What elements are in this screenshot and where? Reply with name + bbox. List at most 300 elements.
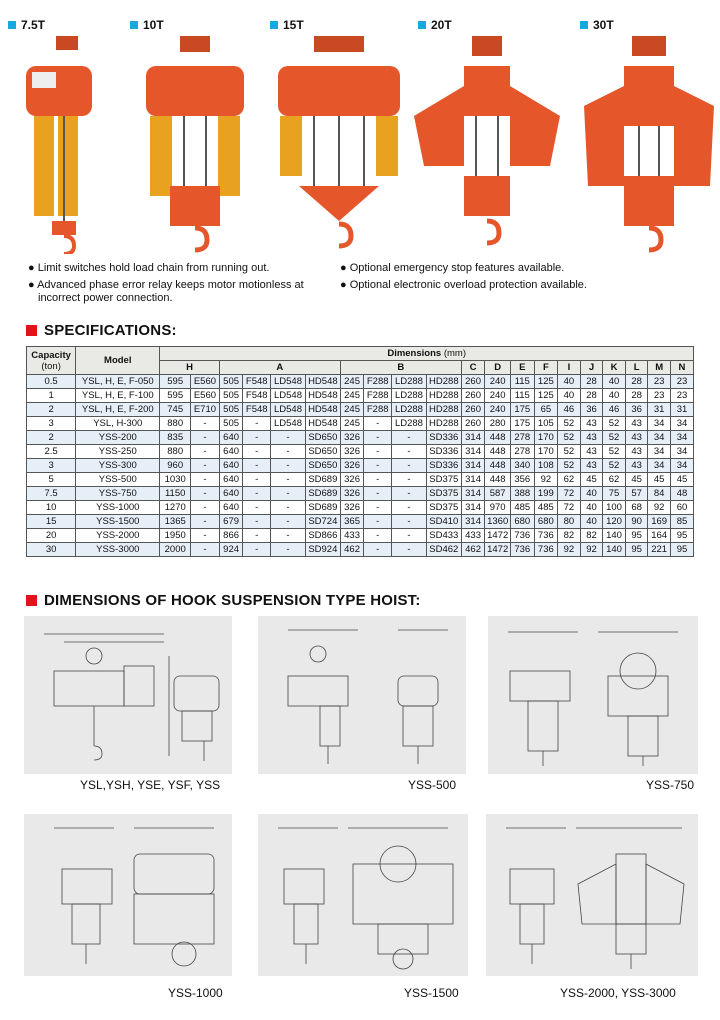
hoist-20t-image [414,36,560,254]
dimension-cell: 95 [625,529,648,543]
specifications-heading: SPECIFICATIONS: [26,322,177,339]
dimension-cell: - [271,501,306,515]
dimension-cell: 924 [219,543,243,557]
dimension-cell: 43 [625,431,648,445]
col-header-e: E [510,361,534,375]
dimension-cell: 326 [340,487,364,501]
dimension-cell: 92 [534,473,558,487]
model-cell: YSL, H, E, F-200 [76,403,160,417]
col-header-k: K [603,361,626,375]
dimension-cell: E560 [191,375,220,389]
dimension-cell: 40 [603,375,626,389]
feature-item: ● Optional emergency stop features available. [340,262,565,274]
dimension-cell: 245 [340,403,364,417]
dimension-cell: - [243,459,271,473]
dimension-cell: 245 [340,389,364,403]
red-square-icon [26,325,37,336]
dimension-cell: 595 [160,375,191,389]
dimension-cell: 52 [603,459,626,473]
dimension-cell: 52 [558,459,581,473]
table-row [27,431,694,445]
dimension-cell: 278 [510,431,534,445]
dimension-cell: 245 [340,375,364,389]
feature-list-left [26,262,326,309]
dimension-cell: 164 [648,529,671,543]
dimension-cell: 260 [461,403,485,417]
capacity-cell: 2.5 [27,445,76,459]
diagram-panel-yss-500 [258,616,466,774]
model-cell: YSS-250 [76,445,160,459]
dimension-cell: 462 [340,543,364,557]
blue-square-icon [130,21,138,29]
dimension-cell: 57 [625,487,648,501]
dimension-cell: 278 [510,445,534,459]
model-cell: YSS-500 [76,473,160,487]
dimension-cell: 52 [603,445,626,459]
dimension-cell: 52 [603,431,626,445]
dimension-cell: 52 [603,417,626,431]
diagram-label: YSS-500 [408,778,457,792]
dimension-cell: SD866 [305,529,340,543]
dimension-cell: - [364,501,392,515]
dimension-cell: 90 [625,515,648,529]
dimension-cell: 314 [461,459,485,473]
dimension-cell: 240 [485,375,511,389]
dimension-cell: 640 [219,487,243,501]
table-row [27,487,694,501]
dimension-cell: 640 [219,445,243,459]
table-row [27,403,694,417]
model-header: Model [76,347,160,375]
dimension-cell: 43 [580,417,603,431]
dimension-cell: E560 [191,389,220,403]
dimension-cell: SD336 [426,445,461,459]
diagram-label: YSS-2000, YSS-3000 [560,986,676,1000]
model-cell: YSL, H, E, F-050 [76,375,160,389]
dimension-cell: LD288 [392,375,427,389]
col-header-d: D [485,361,511,375]
dimension-cell: 680 [510,515,534,529]
dimension-cell: 43 [580,445,603,459]
table-row [27,529,694,543]
dimension-cell: 260 [461,417,485,431]
blue-square-icon [270,21,278,29]
capacity-cell: 7.5 [27,487,76,501]
dimension-cell: 34 [670,417,693,431]
dimension-cell: 260 [461,375,485,389]
dimension-cell: F548 [243,389,271,403]
dimension-cell: 115 [510,389,534,403]
hook-suspension-diagram [24,616,232,774]
dimension-cell: 365 [340,515,364,529]
dimension-cell: 62 [558,473,581,487]
dimension-cell: SD433 [426,529,461,543]
dimension-cell: F288 [364,375,392,389]
dimensions-heading: DIMENSIONS OF HOOK SUSPENSION TYPE HOIST: [26,592,421,609]
dimension-cell: 34 [648,417,671,431]
table-row [27,445,694,459]
capacity-cell: 10 [27,501,76,515]
hook-suspension-diagram [486,814,698,976]
dimension-cell: 23 [648,389,671,403]
capacity-cell: 3 [27,459,76,473]
dimension-cell: 28 [580,389,603,403]
dimension-cell: 640 [219,459,243,473]
dimension-cell: 314 [461,501,485,515]
dimension-cell: 595 [160,389,191,403]
dimension-cell: 92 [580,543,603,557]
dimension-cell: - [191,459,220,473]
dimension-cell: 48 [670,487,693,501]
dimension-cell: HD288 [426,375,461,389]
capacity-cell: 15 [27,515,76,529]
col-header-f: F [534,361,558,375]
dimension-cell: 45 [580,473,603,487]
dimension-cell: LD548 [271,403,306,417]
dimension-cell: 95 [670,529,693,543]
dimension-cell: 52 [558,417,581,431]
dimension-cell: 1472 [485,529,511,543]
dimension-cell: 100 [603,501,626,515]
caption-10t: 10T [130,18,164,32]
table-row [27,515,694,529]
dimension-cell: 640 [219,501,243,515]
dimension-cell: 1365 [160,515,191,529]
specifications-table [26,346,694,557]
dimension-cell: - [271,473,306,487]
dimension-cell: 43 [580,431,603,445]
hoist-15t-image [274,36,404,254]
table-row [27,543,694,557]
dimension-cell: 31 [670,403,693,417]
diagram-label: YSL,YSH, YSE, YSF, YSS [80,778,221,792]
dimension-cell: 326 [340,459,364,473]
dimension-cell: - [243,473,271,487]
dimension-cell: - [243,543,271,557]
dimension-cell: 95 [670,543,693,557]
dimension-cell: 356 [510,473,534,487]
dimension-cell: 240 [485,389,511,403]
model-cell: YSS-750 [76,487,160,501]
dimension-cell: 92 [648,501,671,515]
dimension-cell: 82 [580,529,603,543]
dimension-cell: 960 [160,459,191,473]
dimension-cell: - [392,543,427,557]
dimension-cell: 125 [534,389,558,403]
dimension-cell: 448 [485,445,511,459]
dimension-cell: 485 [534,501,558,515]
dimension-cell: - [364,473,392,487]
dimension-cell: - [191,473,220,487]
dimension-cell: 28 [580,375,603,389]
dimension-cell: SD724 [305,515,340,529]
dimension-cell: 240 [485,403,511,417]
dimension-cell: 199 [534,487,558,501]
dimension-cell: SD650 [305,445,340,459]
dimension-cell: 448 [485,459,511,473]
dimension-cell: 23 [648,375,671,389]
hook-suspension-diagram [24,814,232,976]
dimension-cell: 736 [510,543,534,557]
dimension-cell: - [191,529,220,543]
dimension-cell: SD462 [426,543,461,557]
table-row [27,417,694,431]
hook-suspension-diagram [258,814,468,976]
dimension-cell: HD548 [305,417,340,431]
capacity-cell: 2 [27,403,76,417]
dimension-cell: 40 [603,389,626,403]
dimension-cell: 34 [670,431,693,445]
dimension-cell: 314 [461,515,485,529]
dimension-cell: 175 [510,403,534,417]
dimension-cell: 175 [510,417,534,431]
col-header-m: M [648,361,671,375]
col-header-c: C [461,361,485,375]
dimension-cell: - [392,431,427,445]
dimension-cell: LD548 [271,375,306,389]
dimension-cell: - [392,459,427,473]
dimension-cell: 43 [580,459,603,473]
dimension-cell: - [191,515,220,529]
dimension-cell: LD288 [392,417,427,431]
dimension-cell: 245 [340,417,364,431]
dimension-cell: 485 [510,501,534,515]
dimension-cell: HD548 [305,403,340,417]
dimension-cell: - [191,543,220,557]
dimension-cell: 433 [461,529,485,543]
dimension-cell: F548 [243,403,271,417]
capacity-cell: 20 [27,529,76,543]
feature-item: ● Advanced phase error relay keeps motor motionless at incorrect power connection. [28,279,304,304]
dimension-cell: - [191,445,220,459]
dimension-cell: 46 [603,403,626,417]
dimension-cell: 1030 [160,473,191,487]
dimension-cell: 120 [603,515,626,529]
model-cell: YSS-200 [76,431,160,445]
dimension-cell: 140 [603,543,626,557]
dimension-cell: SD375 [426,473,461,487]
dimension-cell: 221 [648,543,671,557]
dimension-cell: 43 [625,445,648,459]
col-header-i: I [558,361,581,375]
dimension-cell: 45 [625,473,648,487]
dimension-cell: SD336 [426,431,461,445]
dimension-cell: SD689 [305,487,340,501]
capacity-captions [0,18,720,30]
dimension-cell: 45 [670,473,693,487]
dimension-cell: 1150 [160,487,191,501]
dimension-cell: 28 [625,389,648,403]
col-header-b: B [340,361,461,375]
dimension-cell: - [243,529,271,543]
table-row [27,459,694,473]
dimension-cell: 388 [510,487,534,501]
dimension-cell: 326 [340,431,364,445]
capacity-cell: 5 [27,473,76,487]
dimension-cell: SD375 [426,487,461,501]
dimension-cell: 640 [219,431,243,445]
dimension-cell: SD410 [426,515,461,529]
red-square-icon [26,595,37,606]
hook-suspension-diagram [258,616,466,774]
dimension-cell: HD288 [426,389,461,403]
dimension-cell: - [191,501,220,515]
model-cell: YSS-300 [76,459,160,473]
caption-15t: 15T [270,18,304,32]
dimension-cell: 80 [558,515,581,529]
dimension-cell: 52 [558,431,581,445]
feature-item: ● Optional electronic overload protection available. [340,279,587,291]
dimension-cell: - [271,487,306,501]
dimension-cell: 736 [510,529,534,543]
diagram-panel-yss-750 [488,616,698,774]
dimension-cell: LD548 [271,389,306,403]
dimension-cell: 34 [670,445,693,459]
dimension-cell: - [271,431,306,445]
dimension-cell: 34 [670,459,693,473]
dimension-cell: - [392,515,427,529]
dimension-cell: 82 [558,529,581,543]
capacity-cell: 1 [27,389,76,403]
capacity-cell: 0.5 [27,375,76,389]
dimension-cell: 1950 [160,529,191,543]
dimension-cell: 880 [160,417,191,431]
diagram-label: YSS-750 [646,778,695,792]
dimension-cell: - [392,487,427,501]
dimension-cell: 1270 [160,501,191,515]
dimension-cell: - [243,515,271,529]
dimension-cell: 125 [534,375,558,389]
dimension-cell: - [364,431,392,445]
dimension-cell: 45 [648,473,671,487]
dimension-cell: 326 [340,473,364,487]
dimension-cell: - [243,445,271,459]
dimension-cell: - [271,529,306,543]
diagram-panel-yss-1000 [24,814,232,976]
dimension-cell: SD924 [305,543,340,557]
dimension-cell: - [364,487,392,501]
dimension-cell: 43 [625,417,648,431]
dimension-cell: - [364,543,392,557]
dimension-cell: 835 [160,431,191,445]
caption-7-5t: 7.5T [8,18,45,32]
dimension-cell: F288 [364,403,392,417]
dimension-cell: 85 [670,515,693,529]
dimension-cell: - [243,501,271,515]
dimension-cell: 68 [625,501,648,515]
diagram-label: YSS-1500 [404,986,459,1000]
dimension-cell: 43 [625,459,648,473]
dimension-cell: 34 [648,431,671,445]
dimension-cell: 28 [625,375,648,389]
hoist-7-5t-image [14,36,104,254]
dimension-cell: 36 [625,403,648,417]
dimension-cell: 60 [670,501,693,515]
model-cell: YSL, H-300 [76,417,160,431]
dimension-cell: - [243,431,271,445]
dimension-cell: SD336 [426,459,461,473]
dimension-cell: LD548 [271,417,306,431]
dimension-cell: - [271,459,306,473]
dimension-cell: - [191,431,220,445]
dimension-cell: 75 [603,487,626,501]
dimension-cell: LD288 [392,389,427,403]
dimension-cell: 505 [219,375,243,389]
dimension-cell: 326 [340,501,364,515]
dimension-cell: 280 [485,417,511,431]
hoist-10t-image [140,36,250,254]
dimension-cell: 72 [558,501,581,515]
table-row [27,473,694,487]
dimension-cell: 34 [648,459,671,473]
table-row [27,389,694,403]
dimension-cell: 105 [534,417,558,431]
dimension-cell: 140 [603,529,626,543]
dimension-cell: - [271,445,306,459]
diagram-label: YSS-1000 [168,986,223,1000]
dimension-cell: 65 [534,403,558,417]
dimension-cell: 587 [485,487,511,501]
dimension-cell: - [392,445,427,459]
dimension-cell: SD650 [305,431,340,445]
dimension-cell: - [392,501,427,515]
dimension-cell: - [364,515,392,529]
dimension-cell: F548 [243,375,271,389]
dimensions-header: Dimensions (mm) [160,347,694,361]
dimension-cell: SD375 [426,501,461,515]
dimension-cell: 680 [534,515,558,529]
dimension-cell: 505 [219,389,243,403]
hook-suspension-diagram [488,616,698,774]
dimension-cell: 40 [558,389,581,403]
capacity-cell: 30 [27,543,76,557]
dimension-cell: - [271,543,306,557]
dimension-cell: 736 [534,543,558,557]
dimension-cell: - [191,487,220,501]
dimension-cell: 92 [558,543,581,557]
capacity-header: Capacity (ton) [27,347,76,375]
dimension-cell: 448 [485,473,511,487]
dimension-cell: - [271,515,306,529]
specifications-table-body [27,375,694,557]
dimension-cell: 314 [461,445,485,459]
dimension-cell: 679 [219,515,243,529]
dimension-cell: 115 [510,375,534,389]
dimension-cell: 170 [534,445,558,459]
dimension-cell: SD689 [305,473,340,487]
blue-square-icon [418,21,426,29]
dimension-cell: 745 [160,403,191,417]
dimension-cell: 52 [558,445,581,459]
dimension-cell: 36 [580,403,603,417]
dimension-cell: 314 [461,487,485,501]
caption-30t: 30T [580,18,614,32]
dimension-cell: 40 [580,487,603,501]
dimension-cell: 170 [534,431,558,445]
dimension-cell: 505 [219,417,243,431]
col-header-j: J [580,361,603,375]
dimension-cell: - [243,487,271,501]
col-header-a: A [219,361,340,375]
dimension-cell: 72 [558,487,581,501]
col-header-n: N [670,361,693,375]
dimension-cell: 95 [625,543,648,557]
dimension-cell: 314 [461,431,485,445]
model-cell: YSL, H, E, F-100 [76,389,160,403]
dimension-cell: - [392,529,427,543]
dimension-cell: 970 [485,501,511,515]
dimension-cell: LD288 [392,403,427,417]
